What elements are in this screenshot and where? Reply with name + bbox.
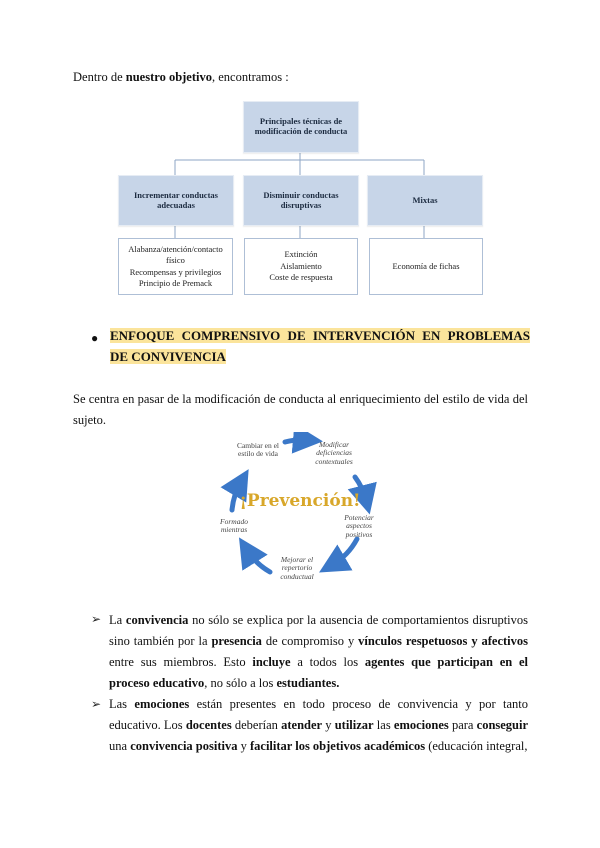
org-leaf-1 [118, 238, 233, 295]
prevention-label: ¡Prevención! [239, 491, 361, 511]
org-root-box [243, 101, 359, 153]
org-branch-1-box [118, 175, 234, 226]
org-leaf-2 [244, 238, 358, 295]
org-leaf-3 [369, 238, 483, 295]
intro-post: , encontramos : [212, 70, 289, 84]
arrow-bullet-icon: ➢ [91, 697, 102, 711]
cycle-arrow-1 [285, 440, 308, 442]
org-leaf-2-item: Aislamiento [280, 260, 322, 271]
intro-bold: nuestro objetivo [125, 70, 212, 84]
section-heading: ENFOQUE COMPRENSIVO DE INTERVENCIÓN EN PROBLEMAS DE CONVIVENCIA [110, 328, 530, 364]
cycle-step-3: Potenciar aspectos positivos [344, 513, 374, 539]
org-root-label: Principales técnicas de modificación de conducta [254, 116, 348, 136]
arrow-bullet-icon: ➢ [91, 612, 102, 626]
bullet-paragraph-2: Las emociones están presentes en todo proceso de convivencia y por tanto educativo. Los docentes deberían atender y utilizar las emociones para conseguir una convivencia positiva y facilitar los objetivos académicos (educación integral, [109, 697, 529, 753]
org-branch-2-box [243, 175, 359, 226]
org-branch-1-title: Incrementar conductas adecuadas [134, 189, 218, 210]
org-branch-3-box [367, 175, 483, 226]
intro-pre: Dentro de [73, 70, 126, 84]
cycle-step-2: Modificar deficiencias contextuales [315, 440, 353, 466]
org-leaf-2-item: Extinción [284, 249, 318, 260]
org-leaf-1-item: Alabanza/atención/contacto físico [128, 243, 223, 266]
org-branch-2-title: Disminuir conductas disruptivas [263, 189, 339, 210]
cycle-step-4: Mejorar el repertorio conductual [280, 555, 314, 581]
org-leaf-1-item: Recompensas y privilegios [129, 266, 222, 277]
org-branch-3-title: Mixtas [412, 194, 438, 205]
org-leaf-2-item: Coste de respuesta [269, 272, 333, 283]
cycle-arrow-3 [332, 539, 357, 565]
cycle-step-1: Cambiar en el estilo de vida [236, 441, 280, 459]
bullet-dot-icon: ● [91, 331, 99, 345]
bullet-paragraph-1: La convivencia no sólo se explica por la ausencia de comportamientos disruptivos sino también por la presencia de compromiso y vínculos respetuosos y afectivos entre sus miembros. Esto incluye a todos los agentes que participan en el proceso educativo, no sólo a los estudiantes. [109, 613, 529, 690]
intro-paragraph: Se centra en pasar de la modificación de conducta al enriquecimiento del estilo de vida del sujeto. [73, 392, 528, 427]
org-leaf-3-item: Economía de fichas [392, 260, 460, 271]
cycle-arrow-4 [247, 550, 270, 572]
cycle-step-5: Formado mientras [220, 517, 248, 535]
org-leaf-1-item: Principio de Premack [138, 277, 213, 288]
